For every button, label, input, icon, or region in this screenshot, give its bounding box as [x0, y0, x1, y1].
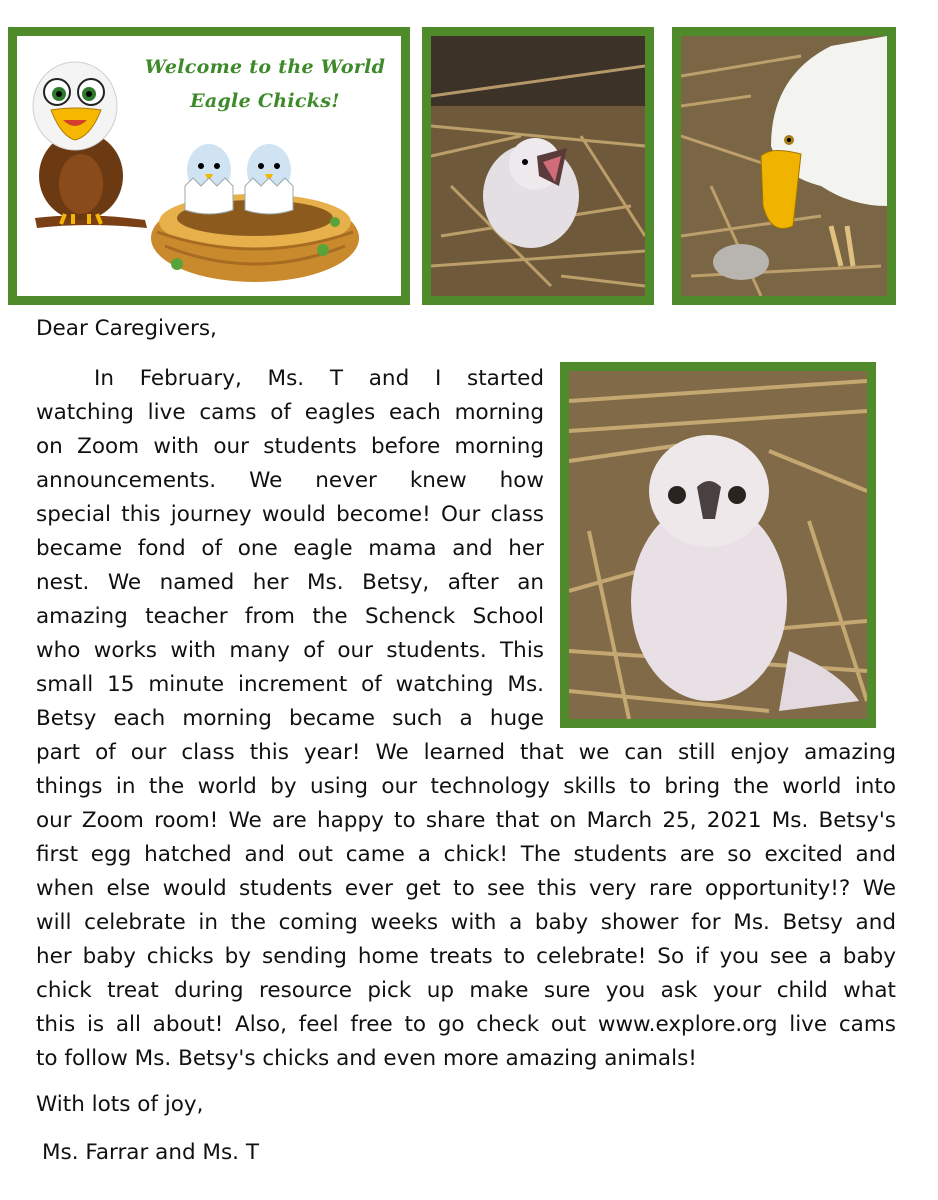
- letter-line: announcements. We never knew how: [36, 468, 544, 493]
- nest-photo-illustration: [431, 36, 645, 296]
- letter-line: small 15 minute increment of watching Ms.: [36, 672, 544, 697]
- letter-line: who works with many of our students. This: [36, 638, 544, 663]
- letter-line: chick treat during resource pick up make sure you ask your child what: [36, 978, 896, 1003]
- letter-line: our Zoom room! We are happy to share that on March 25, 2021 Ms. Betsy's: [36, 808, 896, 833]
- letter-line: things in the world by using our technology skills to bring the world into: [36, 774, 896, 799]
- letter-line: In February, Ms. T and I started: [94, 366, 544, 391]
- letter-closing: With lots of joy,: [36, 1092, 204, 1117]
- photo-adult-eagle: [672, 27, 896, 305]
- photo-chick-calling: [422, 27, 654, 305]
- letter-line: watching live cams of eagles each morning: [36, 400, 544, 425]
- letter-line: part of our class this year! We learned that we can still enjoy amazing: [36, 740, 896, 765]
- photo-chick-large: [560, 362, 876, 728]
- letter-greeting: Dear Caregivers,: [36, 316, 217, 341]
- eagle-photo-illustration: [681, 36, 887, 296]
- welcome-banner: [8, 27, 410, 305]
- letter-line: Betsy each morning became such a huge: [36, 706, 544, 731]
- letter-line: her baby chicks by sending home treats to celebrate! So if you see a baby: [36, 944, 896, 969]
- letter-line: became fond of one eagle mama and her: [36, 536, 544, 561]
- letter-line: first egg hatched and out came a chick! The students are so excited and: [36, 842, 896, 867]
- letter-line: nest. We named her Ms. Betsy, after an: [36, 570, 544, 595]
- letter-line: amazing teacher from the Schenck School: [36, 604, 544, 629]
- welcome-title-line1: Welcome to the World: [144, 56, 386, 78]
- chick-photo-illustration: [569, 371, 867, 719]
- letter-line: this is all about! Also, feel free to go check out www.explore.org live cams: [36, 1012, 896, 1037]
- letter-line: when else would students ever get to see this very rare opportunity!? We: [36, 876, 896, 901]
- welcome-title-line2: Eagle Chicks!: [190, 90, 340, 112]
- letter-line: will celebrate in the coming weeks with a baby shower for Ms. Betsy and: [36, 910, 896, 935]
- letter-signature: Ms. Farrar and Ms. T: [42, 1140, 259, 1165]
- letter-line: special this journey would become! Our class: [36, 502, 544, 527]
- letter-line: to follow Ms. Betsy's chicks and even more amazing animals!: [36, 1046, 697, 1071]
- letter-line: on Zoom with our students before morning: [36, 434, 544, 459]
